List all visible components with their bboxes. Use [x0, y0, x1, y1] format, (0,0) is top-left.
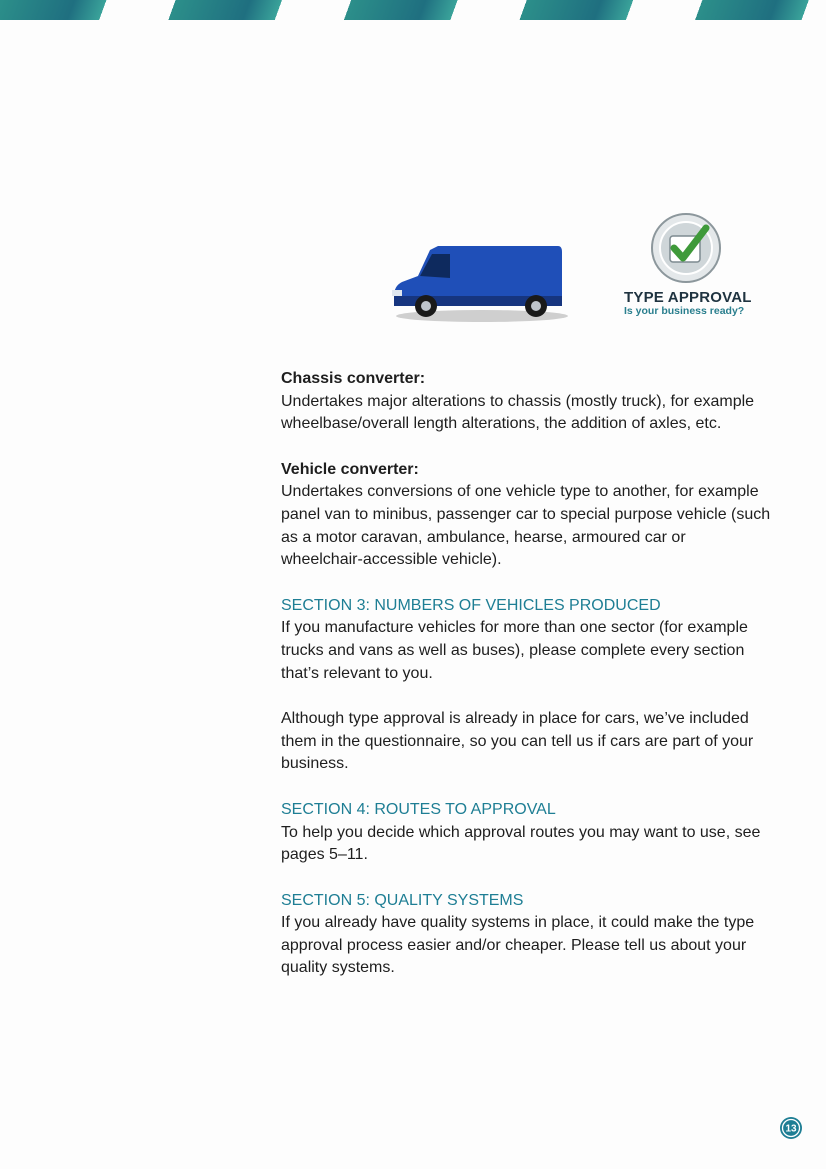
vehicle-converter-heading: Vehicle converter:: [281, 460, 419, 478]
page-number: 13: [785, 1123, 797, 1135]
main-content: [281, 368, 771, 980]
section-3-text-1: If you manufacture vehicles for more than one sector (for example trucks and vans as well as buses), please complete every section that’s relevant to you.: [281, 619, 748, 682]
section-4-text: To help you decide which approval routes you may want to use, see pages 5–11.: [281, 823, 761, 864]
vehicle-converter-text: Undertakes conversions of one vehicle type to another, for example panel van to minibus, passenger car to special purpose vehicle (such as a motor caravan, ambulance, hearse, armoured car or wheelchair-accessible vehicle).: [281, 483, 771, 569]
checkmark-icon: [650, 212, 722, 284]
section-5-heading: SECTION 5: QUALITY SYSTEMS: [281, 891, 524, 909]
section-5-text: If you already have quality systems in place, it could make the type approval process easier and/or cheaper. Please tell us about your quality systems.: [281, 914, 755, 977]
badge-title: TYPE APPROVAL: [624, 289, 752, 306]
van-illustration: [390, 236, 568, 324]
section-4-heading: SECTION 4: ROUTES TO APPROVAL: [281, 800, 556, 818]
section-3-heading: SECTION 3: NUMBERS OF VEHICLES PRODUCED: [281, 596, 661, 614]
badge-subtitle: Is your business ready?: [624, 305, 745, 317]
top-decorative-band: [0, 0, 826, 20]
chassis-converter-text: Undertakes major alterations to chassis (mostly truck), for example wheelbase/overall length alterations, the addition of axles, etc.: [281, 392, 755, 433]
page-number-badge: [779, 1116, 803, 1140]
section-3-text-2: Although type approval is already in place for cars, we’ve included them in the questionnaire, so you can tell us if cars are part of your business.: [281, 710, 754, 773]
van-headlight: [392, 290, 402, 296]
chassis-converter-heading: Chassis converter:: [281, 370, 426, 387]
